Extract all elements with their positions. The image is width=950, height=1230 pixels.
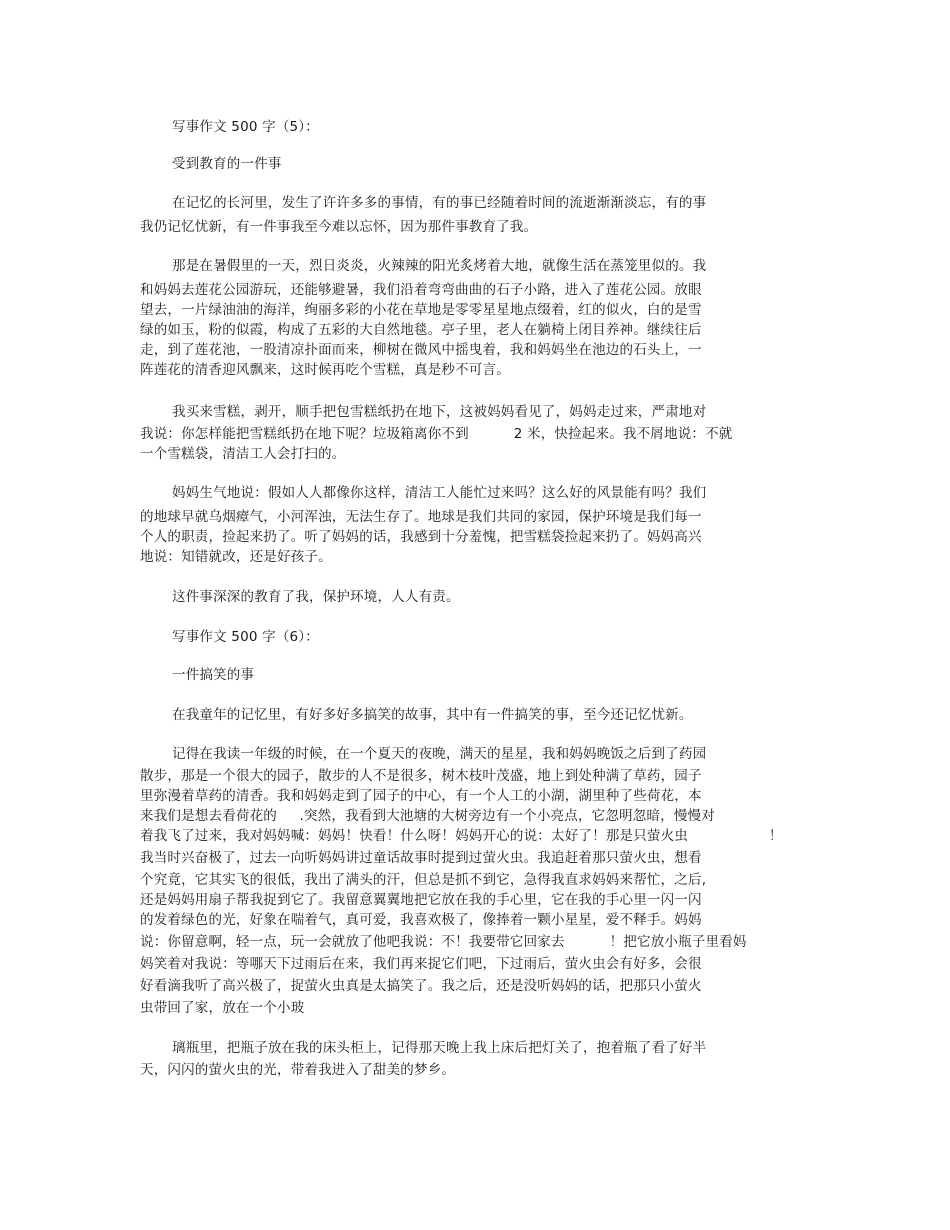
paragraph-line: 望去，一片绿油油的海洋，绚丽多彩的小花在草地是零零星星地点缀着，红的似火，白的是雪 <box>140 302 702 318</box>
paragraph-line: 那是在暑假里的一天，烈日炎炎，火辣辣的阳光炙烤着大地，就像生活在蒸笼里似的。我 <box>172 258 707 274</box>
section-heading: 写事作文 500 字（5）： <box>172 119 319 135</box>
paragraph-line: 我说：你怎样能把雪糕纸扔在地下呢？垃圾箱离你不到 2 米，快捡起来。我不屑地说：不就 <box>140 426 733 442</box>
paragraph-line: 这件事深深的教育了我，保护环境，人人有责。 <box>172 589 460 605</box>
paragraph-line: 在记忆的长河里，发生了许许多多的事情，有的事已经随着时间的流逝渐渐淡忘，有的事 <box>172 195 707 211</box>
paragraph-line: 的地球早就乌烟瘴气，小河浑浊，无法生存了。地球是我们共同的家园，保护环境是我们每一 <box>140 509 702 525</box>
paragraph-line: 一个雪糕袋，清洁工人会打扫的。 <box>140 446 346 462</box>
paragraph-line: 妈妈生气地说：假如人人都像你这样，清洁工人能忙过来吗？这么好的风景能有吗？我们 <box>172 485 707 501</box>
paragraph-line: 散步，那是一个很大的园子，散步的人不是很多，树木枝叶茂盛，地上到处种满了草药，园子 <box>140 768 702 784</box>
paragraph-line: 我仍记忆忧新，有一件事我至今难以忘怀，因为那件事教育了我。 <box>140 219 538 235</box>
paragraph-line: 和妈妈去莲花公园游玩，还能够避暑，我们沿着弯弯曲曲的石子小路，进入了莲花公园。放眼 <box>140 282 702 298</box>
essay-title: 受到教育的一件事 <box>172 156 282 172</box>
paragraph-line: 虫带回了家，放在一个小玻 <box>140 1000 305 1016</box>
paragraph-line: 里弥漫着草药的清香。我和妈妈走到了园子的中心，有一个人工的小湖，湖里种了些荷花，本 <box>140 788 702 804</box>
section-heading: 写事作文 500 字（6）： <box>172 629 319 645</box>
paragraph-line: 我当时兴奋极了，过去一向听妈妈讲过童话故事时提到过萤火虫。我追赶着那只萤火虫，想看 <box>140 850 702 866</box>
paragraph-line: 还是妈妈用扇子帮我捉到它了。我留意翼翼地把它放在我的手心里，它在我的手心里一闪一闪 <box>140 892 702 908</box>
paragraph-line: 来我们是想去看荷花的 .突然，我看到大池塘的大树旁边有一个小亮点，它忽明忽暗，慢慢对 <box>140 808 715 824</box>
paragraph-line: 璃瓶里，把瓶子放在我的床头柜上，记得那天晚上我上床后把灯关了，抱着瓶了看了好半 <box>172 1040 707 1056</box>
paragraph-line: 我买来雪糕，剥开，顺手把包雪糕纸扔在地下，这被妈妈看见了，妈妈走过来，严肃地对 <box>172 404 707 420</box>
paragraph-line: 记得在我读一年级的时候，在一个夏天的夜晚，满天的星星，我和妈妈晚饭之后到了药园 <box>172 746 707 762</box>
essay-title: 一件搞笑的事 <box>172 667 255 683</box>
paragraph-line: 的发着绿色的光，好象在喘着气，真可爱，我喜欢极了，像捧着一颗小星星，爱不释手。妈妈 <box>140 912 702 928</box>
paragraph-line: 绿的如玉，粉的似霞，构成了五彩的大自然地毯。亭子里，老人在躺椅上闭目养神。继续往后 <box>140 322 702 338</box>
paragraph-line: 好看滴我听了高兴极了，捉萤火虫真是太搞笑了。我之后，还是没听妈妈的话，把那只小萤火 <box>140 978 702 994</box>
paragraph-line: 妈笑着对我说：等哪天下过雨后在来，我们再来捉它们吧，下过雨后，萤火虫会有好多，会很 <box>140 956 702 972</box>
paragraph-line: 说：你留意啊，轻一点，玩一会就放了他吧我说：不！我要带它回家去 ！把它放小瓶子里看妈 <box>140 934 747 950</box>
paragraph-line: 走，到了莲花池，一股清凉扑面而来，柳树在微风中摇曳着，我和妈妈坐在池边的石头上，一 <box>140 342 702 358</box>
paragraph-line: 着我飞了过来，我对妈妈喊：妈妈！快看！什么呀！妈妈开心的说：太好了！那是只萤火虫 ！ <box>140 828 783 844</box>
paragraph-line: 地说：知错就改，还是好孩子。 <box>140 549 332 565</box>
paragraph-line: 个究竟，它其实飞的很低，我出了满头的汗，但总是抓不到它，急得我直求妈妈来帮忙，之后, <box>140 872 707 888</box>
paragraph-line: 天，闪闪的萤火虫的光，带着我进入了甜美的梦乡。 <box>140 1062 456 1078</box>
paragraph-line: 个人的职责，捡起来扔了。听了妈妈的话，我感到十分羞愧，把雪糕袋捡起来扔了。妈妈高兴 <box>140 529 702 545</box>
paragraph-line: 阵莲花的清香迎风飘来，这时候再吃个雪糕，真是秒不可言。 <box>140 362 510 378</box>
paragraph-line: 在我童年的记忆里，有好多好多搞笑的故事，其中有一件搞笑的事，至今还记忆忧新。 <box>172 707 693 723</box>
